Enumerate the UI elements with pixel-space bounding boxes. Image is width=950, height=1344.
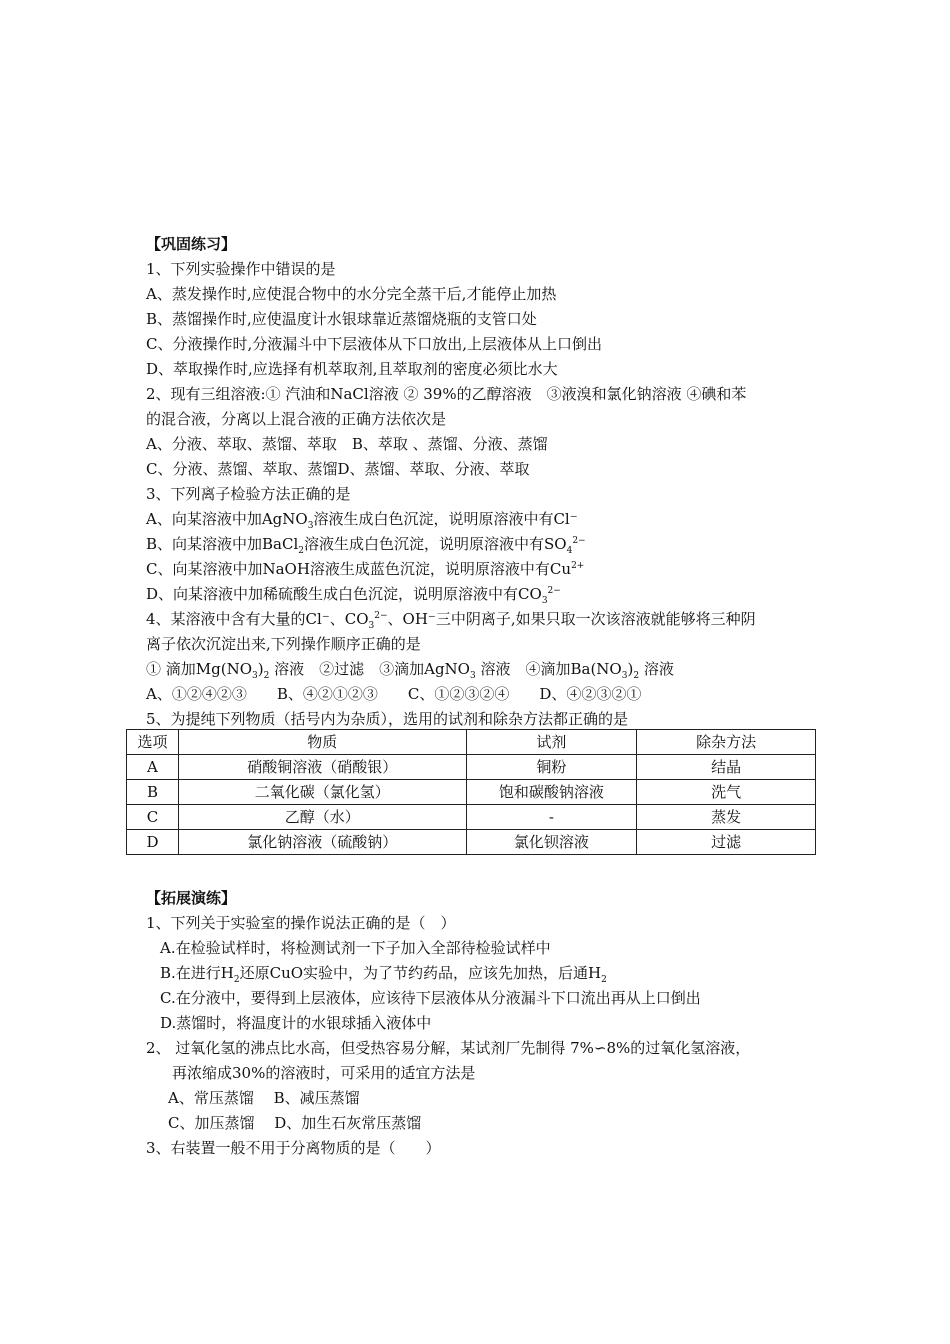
q3-option-a: A、向某溶液中加AgNO$_3$溶液生成白色沉淀，说明原溶液中有Cl⁻ (146, 510, 578, 531)
table-header-cell: 选项 (127, 730, 179, 755)
ext-q2-stem-line2: 再浓缩成30%的溶液时，可采用的适宜方法是 (172, 1064, 476, 1082)
ext-q1-option-c: C.在分液中，要得到上层液体，应该待下层液体从分液漏斗下口流出再从上口倒出 (160, 989, 701, 1007)
q1-option-d: D、萃取操作时,应选择有机萃取剂,且萃取剂的密度必须比水大 (146, 360, 558, 378)
table-row (127, 805, 816, 830)
table-cell: A (127, 755, 179, 780)
table-cell: 二氧化碳（氯化氢） (178, 780, 466, 805)
table-cell: 过滤 (637, 830, 816, 855)
table-cell: B (127, 780, 179, 805)
table-cell: 洗气 (637, 780, 816, 805)
table-row (127, 830, 816, 855)
q4-steps: ① 滴加$Mg(NO_3)_2$ 溶液 ②过滤 ③滴加AgNO$_3$ 溶液 ④滴加$Ba(NO_3)_2$ 溶液 (146, 660, 674, 681)
table-cell: 氯化钡溶液 (466, 830, 637, 855)
table-cell: 结晶 (637, 755, 816, 780)
ext-q2-options-line1: A、常压蒸馏 B、减压蒸馏 (168, 1089, 360, 1107)
q3-stem: 3、下列离子检验方法正确的是 (146, 485, 351, 503)
table-row (127, 755, 816, 780)
table-cell: 硝酸铜溶液（硝酸银） (178, 755, 466, 780)
q3-option-c: C、向某溶液中加NaOH溶液生成蓝色沉淀，说明原溶液中有$Cu^{2+}$ (146, 560, 585, 578)
q4-stem-line1: 4、某溶液中含有大量的Cl⁻、$CO_3^{2-}$、OH⁻三中阴离子,如果只取一次该溶液就能够将三种阴 (146, 610, 756, 631)
section-heading-practice: 【巩固练习】 (146, 235, 237, 253)
q1-option-c: C、分液操作时,分液漏斗中下层液体从下口放出,上层液体从上口倒出 (146, 335, 603, 353)
section-heading-extension: 【拓展演练】 (146, 889, 237, 907)
worksheet-content (146, 232, 826, 732)
table-cell: 乙醇（水） (178, 805, 466, 830)
q5-stem: 5、为提纯下列物质（括号内为杂质），选用的试剂和除杂方法都正确的是 (146, 710, 629, 728)
table-cell: 氯化钠溶液（硫酸钠） (178, 830, 466, 855)
table-cell: 铜粉 (466, 755, 637, 780)
q4-options: A、①②④②③ B、④②①②③ C、①②③②④ D、④②③②① (146, 685, 642, 703)
q2-stem-line1: 2、现有三组溶液:① 汽油和NaCl溶液 ② 39%的乙醇溶液 ③液溴和氯化钠溶液 ④碘和苯 (146, 385, 747, 403)
q1-stem: 1、下列实验操作中错误的是 (146, 260, 336, 278)
table-cell: D (127, 830, 179, 855)
q3-option-d: D、向某溶液中加稀硫酸生成白色沉淀，说明原溶液中有$CO_3^{2-}$ (146, 585, 561, 606)
table-cell: 蒸发 (637, 805, 816, 830)
table-header-cell: 物质 (178, 730, 466, 755)
ext-q1-option-d: D.蒸馏时，将温度计的水银球插入液体中 (160, 1014, 432, 1032)
extension-content (146, 886, 826, 1161)
q2-options-line1: A、分液、萃取、蒸馏、萃取 B、萃取 、蒸馏、分液、蒸馏 (146, 435, 548, 453)
q4-stem-line2: 离子依次沉淀出来,下列操作顺序正确的是 (146, 635, 421, 653)
table-header-row (127, 730, 816, 755)
table-header-cell: 试剂 (466, 730, 637, 755)
q1-option-a: A、蒸发操作时,应使混合物中的水分完全蒸干后,才能停止加热 (146, 285, 557, 303)
purification-table (126, 729, 816, 855)
q1-option-b: B、蒸馏操作时,应使温度计水银球靠近蒸馏烧瓶的支管口处 (146, 310, 537, 328)
table-header-cell: 除杂方法 (637, 730, 816, 755)
ext-q1-option-b: B.在进行$H_2$还原CuO实验中，为了节约药品，应该先加热，后通$H_2$ (160, 964, 607, 985)
table-row (127, 780, 816, 805)
ext-q2-options-line2: C、加压蒸馏 D、加生石灰常压蒸馏 (168, 1114, 422, 1132)
table-cell: 饱和碳酸钠溶液 (466, 780, 637, 805)
q2-stem-line2: 的混合液，分离以上混合液的正确方法依次是 (146, 410, 447, 428)
ext-q2-stem-line1: 2、 过氧化氢的沸点比水高，但受热容易分解，某试剂厂先制得 7%∽8%的过氧化氢溶液， (146, 1039, 751, 1057)
table-cell: C (127, 805, 179, 830)
ext-q1-stem: 1、下列关于实验室的操作说法正确的是（ ） (146, 914, 456, 932)
ext-q3-stem: 3、右装置一般不用于分离物质的是（ ） (146, 1139, 441, 1157)
q2-options-line2: C、分液、蒸馏、萃取、蒸馏D、蒸馏、萃取、分液、萃取 (146, 460, 530, 478)
q3-option-b: B、向某溶液中加BaCl$_2$溶液生成白色沉淀，说明原溶液中有$SO_4^{2-}$ (146, 535, 586, 556)
ext-q1-option-a: A.在检验试样时，将检测试剂一下子加入全部待检验试样中 (160, 939, 551, 957)
table-cell: - (466, 805, 637, 830)
